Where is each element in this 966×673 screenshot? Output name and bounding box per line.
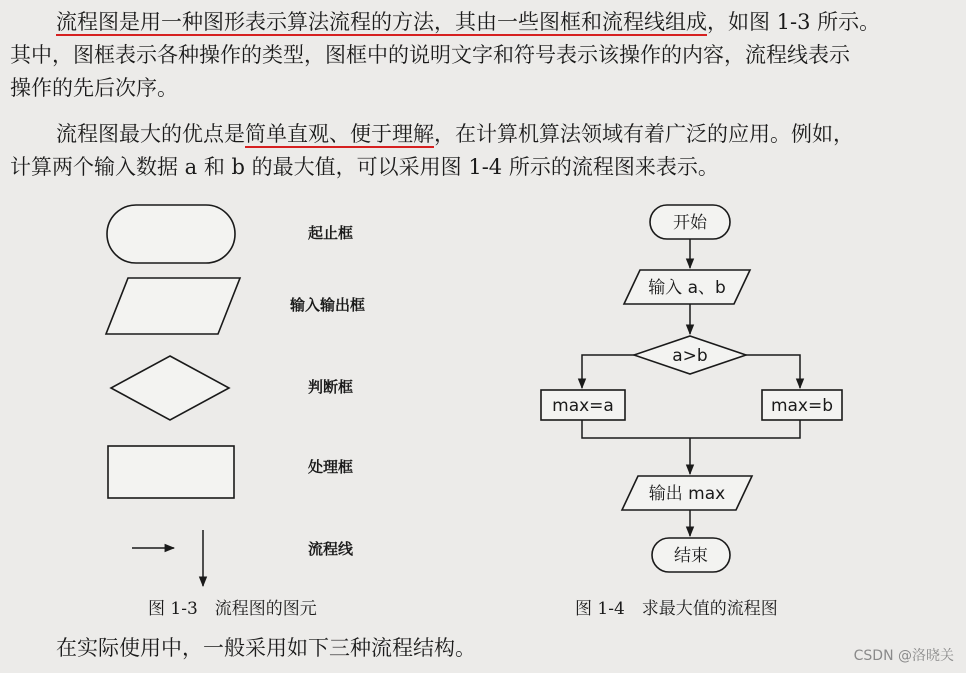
decision-text: a>b [672, 346, 708, 366]
decision-label: 判断框 [308, 378, 354, 396]
max-b-text: max=b [770, 396, 834, 416]
decision-symbol [111, 356, 229, 420]
highlighted-advantage: 简单直观、便于理解 [245, 122, 434, 146]
max-a-text: max=a [552, 396, 614, 416]
figure-1-4 [541, 205, 842, 619]
figure-1-3-caption: 图 1-3 流程图的图元 [148, 599, 317, 619]
figure-1-4-caption: 图 1-4 求最大值的流程图 [575, 599, 778, 619]
start-text: 开始 [673, 213, 707, 233]
edge-decision-left [582, 355, 634, 388]
watermark: CSDN @洛晓关 [853, 648, 954, 664]
paragraph-2-line-2: 计算两个输入数据 a 和 b 的最大值，可以采用图 1-4 所示的流程图来表示。 [10, 155, 719, 179]
highlighted-definition: 流程图是用一种图形表示算法流程的方法，其由一些图框和流程线组成 [56, 10, 707, 34]
output-text: 输出 max [648, 484, 726, 504]
io-symbol [106, 278, 240, 334]
paragraph-1-line-3: 操作的先后次序。 [10, 76, 178, 100]
paragraph-1-line-1: 流程图是用一种图形表示算法流程的方法，其由一些图框和流程线组成，如图 1-3 所示。 [56, 10, 881, 34]
process-label: 处理框 [308, 458, 354, 476]
figure-1-3 [106, 205, 365, 619]
edge-right-merge [690, 420, 800, 438]
terminal-symbol [107, 205, 235, 263]
paragraph-3: 在实际使用中，一般采用如下三种流程结构。 [56, 636, 476, 660]
paragraph-1-line-2: 其中，图框表示各种操作的类型，图框中的说明文字和符号表示该操作的内容，流程线表示 [10, 43, 850, 67]
terminal-label: 起止框 [308, 224, 354, 242]
edge-decision-right [746, 355, 800, 388]
input-text: 输入 a、b [648, 278, 726, 298]
io-label: 输入输出框 [290, 296, 366, 314]
edge-left-merge [582, 420, 690, 438]
end-text: 结束 [674, 546, 708, 566]
process-symbol [108, 446, 234, 498]
flow-line-label: 流程线 [308, 540, 354, 558]
paragraph-2-line-1: 流程图最大的优点是简单直观、便于理解，在计算机算法领域有着广泛的应用。例如， [56, 122, 854, 146]
